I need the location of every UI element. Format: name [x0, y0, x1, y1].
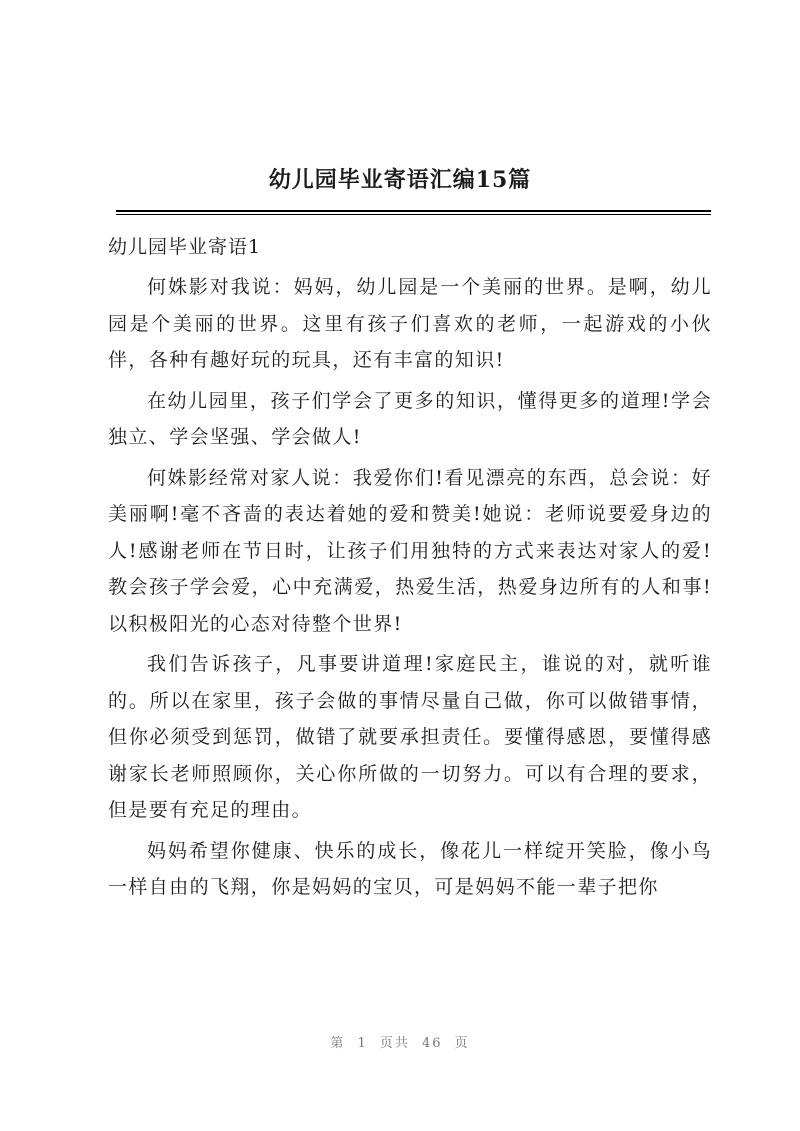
document-title: 幼儿园毕业寄语汇编15篇	[268, 167, 532, 193]
section-heading: 幼儿园毕业寄语1	[108, 236, 262, 258]
page-footer: 第 1 页共 46 页	[330, 1036, 470, 1051]
paragraph-1: 何姝影对我说：妈妈，幼儿园是一个美丽的世界。是啊，幼儿园是个美丽的世界。这里有孩子们喜欢的老师，一起游戏的小伙伴，各种有趣好玩的玩具，还有丰富的知识!	[108, 276, 712, 371]
title-rule-thick	[116, 210, 711, 212]
document-body	[108, 229, 712, 910]
paragraph-4: 我们告诉孩子，凡事要讲道理!家庭民主，谁说的对，就听谁的。所以在家里，孩子会做的事情尽量自己做，你可以做错事情，但你必须受到惩罚，做错了就要承担责任。要懂得感恩，要懂得感谢家长老师照顾你，关心你所做的一切努力。可以有合理的要求，但是要有充足的理由。	[108, 653, 712, 821]
paragraph-3: 何姝影经常对家人说：我爱你们!看见漂亮的东西，总会说：好美丽啊!毫不吝啬的表达着她的爱和赞美!她说：老师说要爱身边的人!感谢老师在节日时，让孩子们用独特的方式来表达对家人的爱!教会孩子学会爱，心中充满爱，热爱生活，热爱身边所有的人和事!以积极阳光的心态对待整个世界!	[108, 466, 712, 635]
paragraph-2: 在幼儿园里，孩子们学会了更多的知识，懂得更多的道理!学会独立、学会坚强、学会做人!	[108, 389, 712, 448]
paragraph-5: 妈妈希望你健康、快乐的成长，像花儿一样绽开笑脸，像小鸟一样自由的飞翔，你是妈妈的宝贝，可是妈妈不能一辈子把你	[108, 839, 712, 898]
title-rule-thin	[116, 214, 711, 215]
